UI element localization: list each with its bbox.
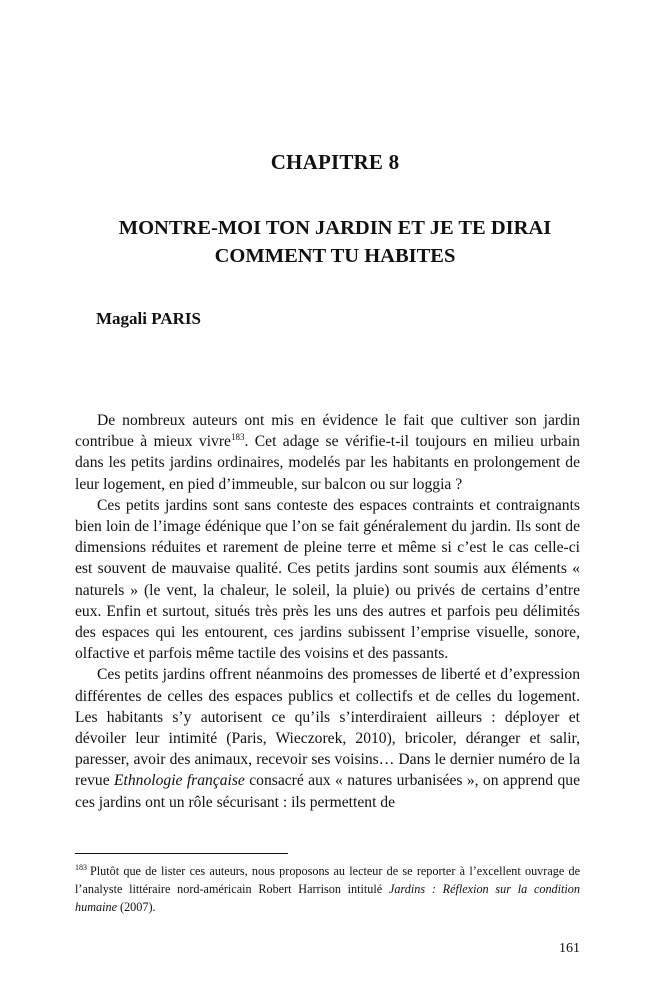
paragraph-3-text-a: Ces petits jardins offrent néanmoins des promesses de liberté et d’expression différentes de celles des espaces publics et collectifs et de celles du logement. Les habitants s’y autorisent ce qu’ils s’interdiraient ailleurs : déployer et dévoiler leur intimité (Paris, Wieczorek, 2010), bricoler, déranger et salir, paresser, avoir des animaux, recevoir ses voisins… Dans le dernier numéro de la revue	[75, 666, 580, 790]
footnote-number: 183	[75, 862, 87, 872]
footnote-reference[interactable]: 183	[230, 432, 245, 443]
footnote-text-a: Plutôt que de lister ces auteurs, nous proposons au lecteur de se reporter à l’excellent ouvrage de l’analyste littéraire nord-américain Robert Harrison intitulé	[75, 864, 580, 896]
chapter-title	[0, 214, 650, 270]
footnote-rule	[75, 853, 288, 854]
footnote	[75, 862, 580, 916]
journal-title: Ethnologie française	[114, 772, 245, 790]
chapter-title-line-1: MONTRE-MOI TON JARDIN ET JE TE DIRAI	[118, 217, 552, 239]
body-text	[75, 410, 580, 813]
paragraph-3-text-b: consacré aux « natures urbanisées », on apprend que ces jardins ont un rôle sécurisant : ils permettent de	[75, 772, 580, 811]
chapter-label: CHAPITRE 8	[270, 150, 400, 174]
footnote-text-b: (2007).	[116, 900, 156, 914]
book-title: Jardins : Réflexion sur la condition humaine	[75, 882, 580, 914]
paragraph-1-text-b: . Cet adage se vérifie-t-il toujours en milieu urbain dans les petits jardins ordinaires, modelés par les habitants en prolongement de leur logement, en pied d’immeuble, sur balcon ou sur loggia ?	[75, 433, 580, 493]
paragraph-3	[75, 664, 580, 812]
paragraph-1-text-a: De nombreux auteurs ont mis en évidence le fait que cultiver son jardin contribue à mieux vivre	[75, 412, 580, 451]
chapter-title-line-2: COMMENT TU HABITES	[214, 245, 456, 267]
page-number: 161	[559, 941, 580, 956]
author-name: Magali PARIS	[96, 309, 201, 328]
paragraph-2: Ces petits jardins sont sans conteste des espaces contraints et contraignants bien loin de l’image édénique que l’on se fait généralement du jardin. Ils sont de dimensions réduites et rarement de pleine terre et même si c’est le cas celle-ci est souvent de mauvaise qualité. Ces petits jardins sont soumis aux éléments « naturels » (le vent, la chaleur, le soleil, la pluie) ou privés de certains d’entre eux. Enfin et surtout, situés très près les uns des autres et parfois peu délimités des espaces qui les entourent, ces jardins subissent l’emprise visuelle, sonore, olfactive et parfois même tactile des voisins et des passants.	[75, 496, 580, 663]
paragraph-1	[75, 410, 580, 495]
